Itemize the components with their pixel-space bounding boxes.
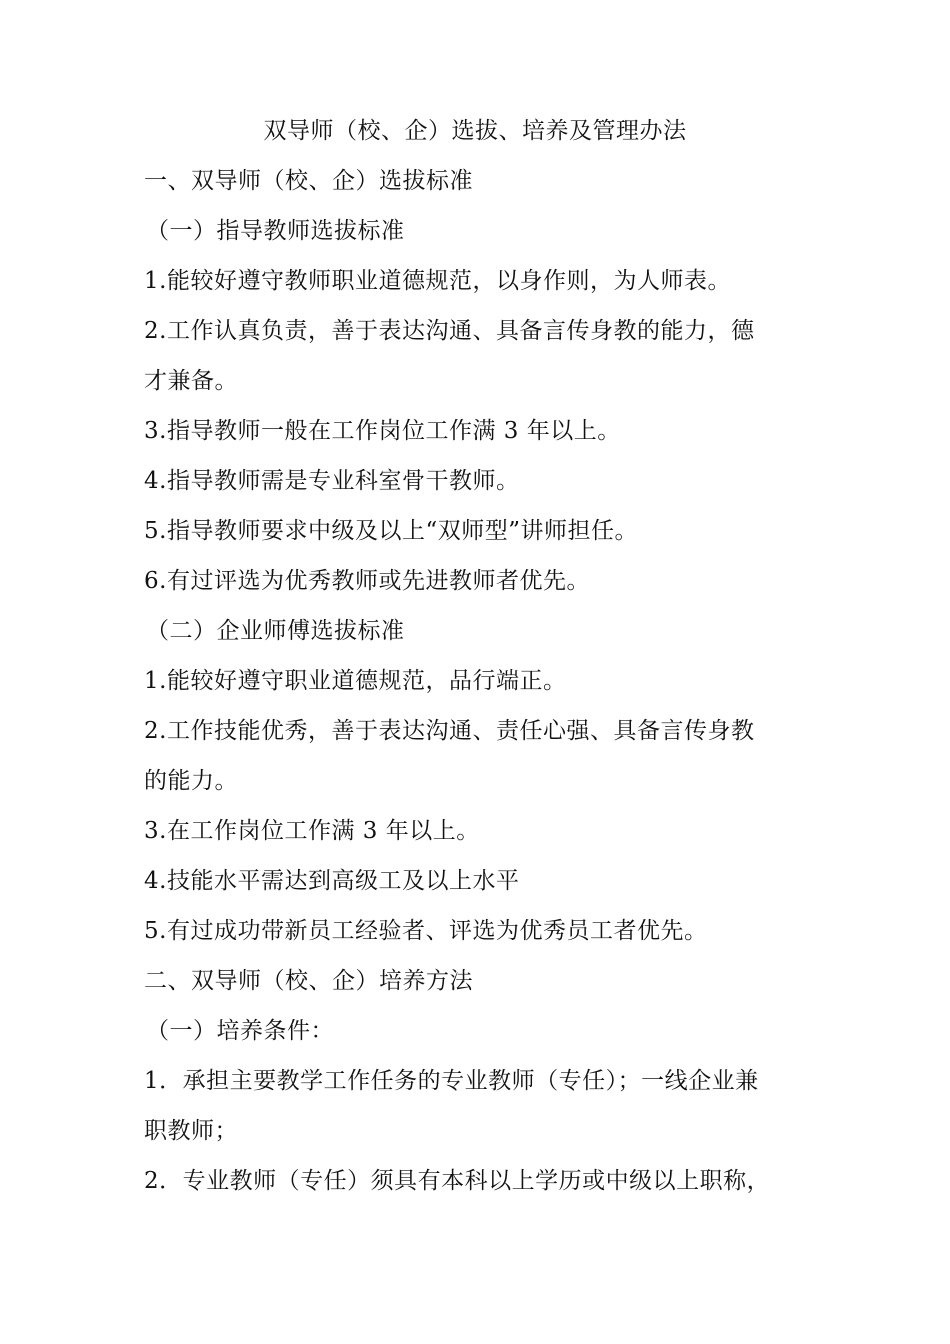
paragraph-line: 6.有过评选为优秀教师或先进教师者优先。: [144, 568, 590, 594]
paragraph-line: 1.能较好遵守职业道德规范，品行端正。: [144, 668, 567, 694]
paragraph-line: 3.在工作岗位工作满 3 年以上。: [144, 818, 480, 844]
paragraph-line: 3.指导教师一般在工作岗位工作满 3 年以上。: [144, 418, 621, 444]
section-heading-1: 一、双导师（校、企）选拔标准: [144, 168, 473, 194]
paragraph-line: 2.工作技能优秀，善于表达沟通、责任心强、具备言传身教: [144, 718, 755, 744]
paragraph-line: 2．专业教师（专任）须具有本科以上学历或中级以上职称，: [144, 1168, 771, 1194]
paragraph-line: 才兼备。: [144, 368, 238, 394]
paragraph-line: 1.能较好遵守教师职业道德规范，以身作则，为人师表。: [144, 268, 731, 294]
paragraph-line: 4.技能水平需达到高级工及以上水平: [144, 868, 520, 894]
paragraph-line: 5.指导教师要求中级及以上“双师型”讲师担任。: [144, 518, 638, 544]
subsection-heading-2-1: （一）培养条件：: [146, 1018, 334, 1044]
paragraph-line: 的能力。: [144, 768, 238, 794]
paragraph-line: 职教师；: [144, 1118, 238, 1144]
subsection-heading-1-2: （二）企业师傅选拔标准: [146, 618, 405, 644]
paragraph-line: 5.有过成功带新员工经验者、评选为优秀员工者优先。: [144, 918, 708, 944]
section-heading-2: 二、双导师（校、企）培养方法: [144, 968, 473, 994]
subsection-heading-1-1: （一）指导教师选拔标准: [146, 218, 405, 244]
paragraph-line: 2.工作认真负责，善于表达沟通、具备言传身教的能力，德: [144, 318, 755, 344]
paragraph-line: 4.指导教师需是专业科室骨干教师。: [144, 468, 520, 494]
paragraph-line: 1．承担主要教学工作任务的专业教师（专任）；一线企业兼: [144, 1068, 759, 1094]
document-title: 双导师（校、企）选拔、培养及管理办法: [263, 118, 687, 144]
